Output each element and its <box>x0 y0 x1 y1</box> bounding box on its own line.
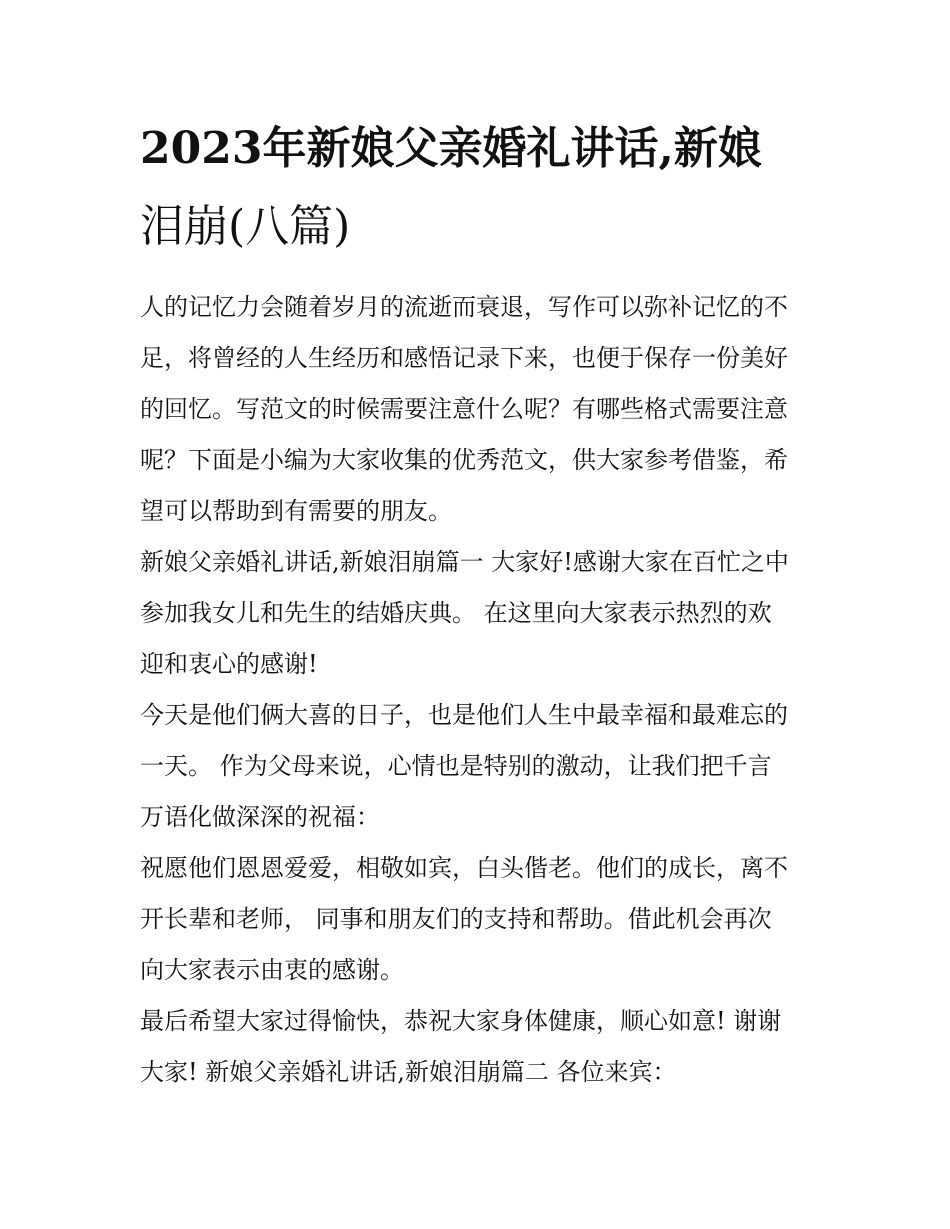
text-line: 大家! 新娘父亲婚礼讲话,新娘泪崩篇二 各位来宾： <box>140 1058 677 1086</box>
text-line: 今天是他们俩大喜的日子，也是他们人生中最幸福和最难忘的 <box>140 701 788 729</box>
text-line: 迎和衷心的感谢! <box>140 650 318 678</box>
text-line: 祝愿他们恩恩爱爱，相敬如宾，白头偕老。他们的成长，离不 <box>140 854 788 882</box>
paragraph-intro <box>140 282 812 537</box>
text-line: 的回忆。写范文的时候需要注意什么呢？有哪些格式需要注意 <box>140 395 788 423</box>
text-line: 呢？下面是小编为大家收集的优秀范文，供大家参考借鉴，希 <box>140 446 788 474</box>
text-line: 人的记忆力会随着岁月的流逝而衰退，写作可以弥补记忆的不 <box>140 293 788 321</box>
text-line: 足，将曾经的人生经历和感悟记录下来，也便于保存一份美好 <box>140 344 788 372</box>
document-body <box>140 282 812 1098</box>
title-line: 泪崩(八篇) <box>140 201 351 252</box>
text-line: 新娘父亲婚礼讲话,新娘泪崩篇一 大家好!感谢大家在百忙之中 <box>140 548 789 576</box>
paragraph-closing <box>140 996 812 1098</box>
paragraph-speech-one-wishes <box>140 843 812 996</box>
text-line: 参加我女儿和先生的结婚庆典。 在这里向大家表示热烈的欢 <box>140 599 772 627</box>
text-line: 向大家表示由衷的感谢。 <box>140 956 404 984</box>
text-line: 最后希望大家过得愉快，恭祝大家身体健康，顺心如意! 谢谢 <box>140 1007 782 1035</box>
text-line: 望可以帮助到有需要的朋友。 <box>140 497 452 525</box>
document-content <box>140 110 812 1098</box>
paragraph-speech-one-today <box>140 690 812 843</box>
document-title <box>140 110 812 266</box>
text-line: 开长辈和老师， 同事和朋友们的支持和帮助。借此机会再次 <box>140 905 772 933</box>
text-line: 一天。 作为父母来说，心情也是特别的激动，让我们把千言 <box>140 752 772 780</box>
title-line: 2023年新娘父亲婚礼讲话,新娘 <box>140 123 762 174</box>
paragraph-speech-one-opening <box>140 537 812 690</box>
text-line: 万语化做深深的祝福： <box>140 803 380 831</box>
